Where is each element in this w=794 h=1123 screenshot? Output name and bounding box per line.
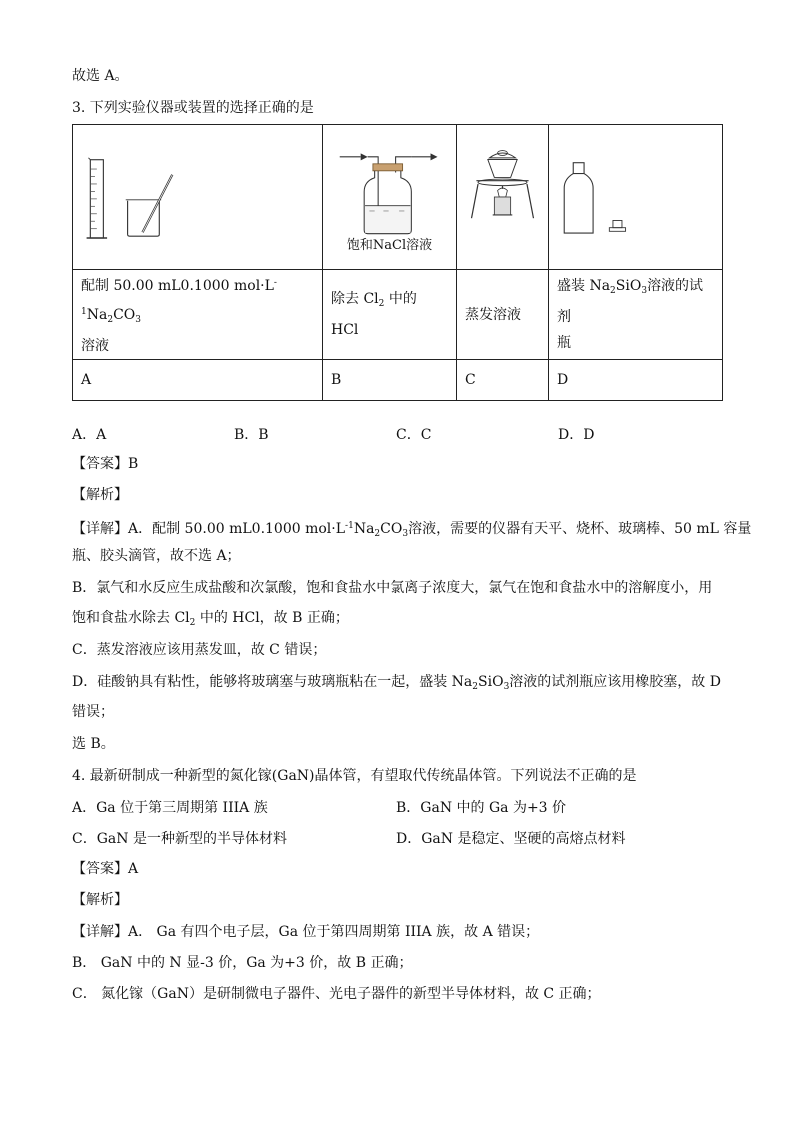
q3-choice-b: B．B bbox=[234, 427, 269, 443]
cell-d-desc: 盛装 $Na_2SiO_3$溶液的试剂 瓶 bbox=[549, 270, 723, 360]
q3-choice-c: C．C bbox=[396, 427, 432, 443]
q3-analysis-heading: 【解析】 bbox=[72, 487, 128, 503]
q3-choices bbox=[72, 424, 722, 444]
q4-options-row-2 bbox=[72, 828, 722, 848]
q3-conclusion: 选 B。 bbox=[72, 736, 115, 752]
q3-detail-a-line1: 【详解】A．配制 50.00 mL0.1000 $mol\cdot L^{-1}Na_2CO_3$溶液，需要的仪器有天平、烧杯、玻璃棒、50 mL 容量 bbox=[72, 521, 752, 539]
q3-choice-a: A．A bbox=[72, 427, 107, 443]
b-image-label: 饱和NaCl溶液 bbox=[346, 238, 433, 253]
q4-detail-c: C． 氮化镓（GaN）是研制微电子器件、光电子器件的新型半导体材料，故 C 正确； bbox=[72, 986, 601, 1002]
q4-option-c: C．GaN 是一种新型的半导体材料 bbox=[72, 831, 287, 847]
cell-a-desc: 配制 50.00 mL0.1000 $mol\cdot L^{-1}Na_2CO_3$ 溶液 bbox=[73, 270, 323, 360]
q3-choice-d: D．D bbox=[558, 427, 595, 443]
q3-detail-a-line2: 瓶、胶头滴管，故不选 A； bbox=[72, 548, 241, 564]
cell-a-image bbox=[73, 125, 323, 270]
cell-c-desc: 蒸发溶液 bbox=[457, 270, 549, 360]
cell-label-d: D bbox=[549, 360, 723, 401]
q3-detail-b-line2: 饱和食盐水除去 $Cl_2$ 中的 HCl，故 B 正确； bbox=[72, 610, 349, 628]
q4-stem: 4. 最新研制成一种新型的氮化镓(GaN)晶体管，有望取代传统晶体管。下列说法不正确的是 bbox=[72, 768, 637, 784]
q3-detail-d-line2: 错误； bbox=[72, 704, 114, 720]
q3-detail-c: C．蒸发溶液应该用蒸发皿，故 C 错误； bbox=[72, 642, 327, 658]
cell-d-image bbox=[549, 125, 723, 270]
q4-option-d: D．GaN 是稳定、坚硬的高熔点材料 bbox=[396, 831, 626, 847]
q4-analysis-heading: 【解析】 bbox=[72, 892, 128, 908]
cell-label-b: B bbox=[323, 360, 457, 401]
previous-conclusion: 故选 A。 bbox=[72, 68, 129, 84]
crucible-on-tripod-icon bbox=[465, 125, 540, 269]
q4-options-row-1 bbox=[72, 797, 722, 817]
cell-label-a: A bbox=[73, 360, 323, 401]
q4-option-b: B．GaN 中的 Ga 为+3 价 bbox=[396, 800, 567, 816]
q4-detail-b: B． GaN 中的 N 显-3 价，Ga 为+3 价，故 B 正确； bbox=[72, 955, 413, 971]
q4-detail-a: 【详解】A． Ga 有四个电子层，Ga 位于第四周期第 IIIA 族，故 A 错误； bbox=[72, 924, 540, 940]
q3-detail-b-line1: B．氯气和水反应生成盐酸和次氯酸，饱和食盐水中氯离子浓度大，氯气在饱和食盐水中的溶解度小，用 bbox=[72, 580, 713, 596]
graduated-cylinder-and-beaker-icon bbox=[81, 125, 314, 269]
q4-option-a: A．Ga 位于第三周期第 IIIA 族 bbox=[72, 800, 268, 816]
reagent-bottle-with-stopper-icon bbox=[557, 125, 714, 269]
cell-label-c: C bbox=[457, 360, 549, 401]
q3-table bbox=[72, 124, 723, 401]
q3-answer: 【答案】B bbox=[72, 456, 139, 472]
q4-answer: 【答案】A bbox=[72, 861, 139, 877]
q3-stem: 3. 下列实验仪器或装置的选择正确的是 bbox=[72, 100, 314, 116]
cell-b-desc: 除去 $Cl_2$ 中的 HCl bbox=[323, 270, 457, 360]
cell-c-image bbox=[457, 125, 549, 270]
q3-detail-d-line1: D．硅酸钠具有粘性，能够将玻璃塞与玻璃瓶粘在一起，盛装 $Na_2SiO_3$溶液的试剂瓶应该用橡胶塞，故 D bbox=[72, 674, 721, 692]
cell-b-image bbox=[323, 125, 457, 270]
